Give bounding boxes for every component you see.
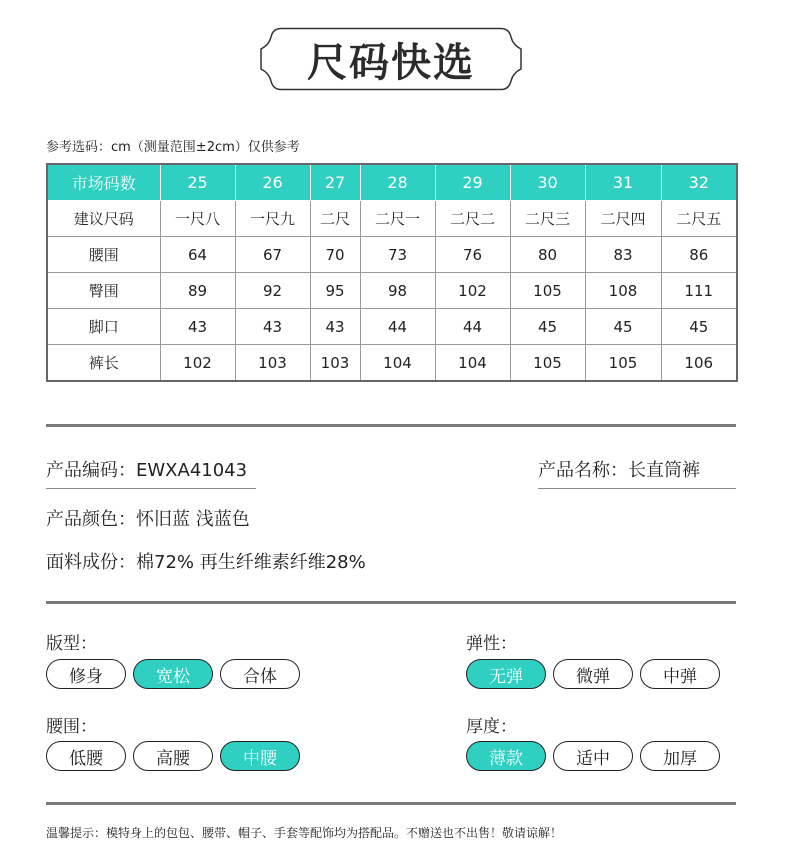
table-cell: 29 xyxy=(435,164,510,201)
reference-note: 参考选码：cm（测量范围±2cm）仅供参考 xyxy=(46,140,300,155)
table-cell: 43 xyxy=(235,309,310,345)
waist-option[interactable]: 中腰 xyxy=(220,741,300,771)
table-cell: 二尺 xyxy=(310,201,360,237)
product-code-label: 产品编码： xyxy=(46,460,136,481)
table-row xyxy=(47,201,737,237)
table-row xyxy=(47,309,737,345)
row-label: 裤长 xyxy=(47,345,160,382)
table-cell: 105 xyxy=(510,345,585,382)
table-cell: 二尺五 xyxy=(661,201,737,237)
product-name xyxy=(538,456,700,482)
table-cell: 45 xyxy=(510,309,585,345)
table-cell: 27 xyxy=(310,164,360,201)
elasticity-option[interactable]: 无弹 xyxy=(466,659,546,689)
product-fabric xyxy=(46,548,366,574)
product-color xyxy=(46,505,250,531)
table-cell: 26 xyxy=(235,164,310,201)
table-header-row xyxy=(47,164,737,201)
table-cell: 一尺八 xyxy=(160,201,235,237)
fit-option[interactable]: 合体 xyxy=(220,659,300,689)
table-cell: 43 xyxy=(310,309,360,345)
table-cell: 64 xyxy=(160,237,235,273)
product-code-underline xyxy=(46,488,256,489)
table-cell: 31 xyxy=(585,164,661,201)
table-row xyxy=(47,345,737,382)
waist-option[interactable]: 低腰 xyxy=(46,741,126,771)
table-cell: 45 xyxy=(585,309,661,345)
table-cell: 二尺三 xyxy=(510,201,585,237)
page-title: 尺码快选 xyxy=(307,39,475,86)
thickness-option[interactable]: 薄款 xyxy=(466,741,546,771)
table-cell: 一尺九 xyxy=(235,201,310,237)
divider-2 xyxy=(46,601,736,604)
table-cell: 103 xyxy=(310,345,360,382)
table-cell: 105 xyxy=(585,345,661,382)
table-cell: 95 xyxy=(310,273,360,309)
waist-option[interactable]: 高腰 xyxy=(133,741,213,771)
table-cell: 32 xyxy=(661,164,737,201)
product-code-value: EWXA41043 xyxy=(136,460,248,481)
table-cell: 92 xyxy=(235,273,310,309)
table-cell: 二尺四 xyxy=(585,201,661,237)
table-cell: 103 xyxy=(235,345,310,382)
thickness-option[interactable]: 适中 xyxy=(553,741,633,771)
table-cell: 67 xyxy=(235,237,310,273)
table-cell: 102 xyxy=(435,273,510,309)
product-fabric-value: 棉72% 再生纤维素纤维28% xyxy=(136,552,366,573)
elasticity-option[interactable]: 中弹 xyxy=(640,659,720,689)
footer-note: 温馨提示：模特身上的包包、腰带、帽子、手套等配饰均为搭配品。不赠送也不出售！敬请谅解！ xyxy=(46,826,563,840)
table-cell: 111 xyxy=(661,273,737,309)
size-table xyxy=(46,163,738,382)
table-cell: 43 xyxy=(160,309,235,345)
product-color-label: 产品颜色： xyxy=(46,509,136,530)
divider-3 xyxy=(46,802,736,805)
table-cell: 二尺一 xyxy=(360,201,435,237)
product-name-value: 长直筒裤 xyxy=(628,460,700,481)
waist-label: 腰围： xyxy=(46,717,97,737)
table-cell: 70 xyxy=(310,237,360,273)
table-cell: 73 xyxy=(360,237,435,273)
table-cell: 89 xyxy=(160,273,235,309)
table-row xyxy=(47,237,737,273)
product-fabric-label: 面料成份： xyxy=(46,552,136,573)
table-cell: 104 xyxy=(360,345,435,382)
row-label: 臀围 xyxy=(47,273,160,309)
table-cell: 83 xyxy=(585,237,661,273)
table-cell: 80 xyxy=(510,237,585,273)
thickness-option[interactable]: 加厚 xyxy=(640,741,720,771)
table-cell: 104 xyxy=(435,345,510,382)
table-cell: 108 xyxy=(585,273,661,309)
table-cell: 44 xyxy=(435,309,510,345)
table-cell: 28 xyxy=(360,164,435,201)
table-cell: 30 xyxy=(510,164,585,201)
row-label: 市场码数 xyxy=(47,164,160,201)
product-name-label: 产品名称： xyxy=(538,460,628,481)
row-label: 腰围 xyxy=(47,237,160,273)
title-banner xyxy=(259,27,523,91)
divider-1 xyxy=(46,424,736,427)
table-cell: 102 xyxy=(160,345,235,382)
fit-option[interactable]: 宽松 xyxy=(133,659,213,689)
table-cell: 76 xyxy=(435,237,510,273)
fit-label: 版型： xyxy=(46,634,97,654)
table-cell: 98 xyxy=(360,273,435,309)
elasticity-option[interactable]: 微弹 xyxy=(553,659,633,689)
table-cell: 45 xyxy=(661,309,737,345)
row-label: 建议尺码 xyxy=(47,201,160,237)
table-cell: 25 xyxy=(160,164,235,201)
table-row xyxy=(47,273,737,309)
table-cell: 二尺二 xyxy=(435,201,510,237)
fit-option[interactable]: 修身 xyxy=(46,659,126,689)
table-cell: 105 xyxy=(510,273,585,309)
table-cell: 86 xyxy=(661,237,737,273)
elasticity-label: 弹性： xyxy=(466,634,517,654)
product-code xyxy=(46,456,247,482)
product-color-value: 怀旧蓝 浅蓝色 xyxy=(136,509,250,530)
table-cell: 106 xyxy=(661,345,737,382)
row-label: 脚口 xyxy=(47,309,160,345)
product-name-underline xyxy=(538,488,736,489)
table-cell: 44 xyxy=(360,309,435,345)
thickness-label: 厚度： xyxy=(466,717,517,737)
